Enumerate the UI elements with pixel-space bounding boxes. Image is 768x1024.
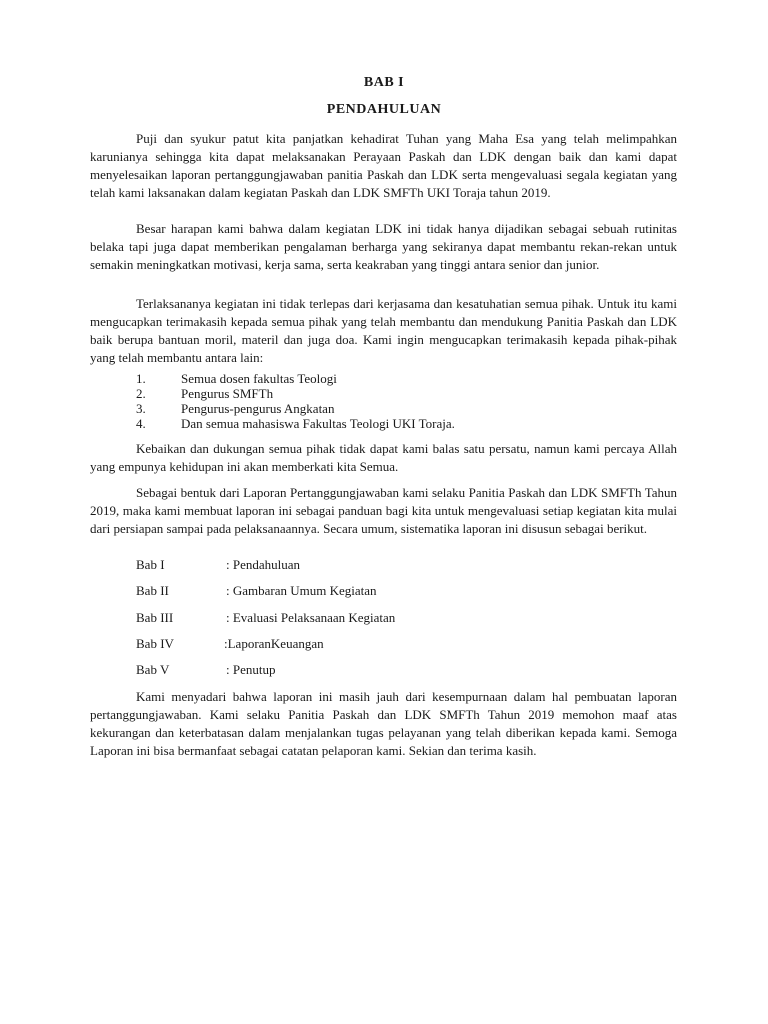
paragraph-expectation: Besar harapan kami bahwa dalam kegiatan LDK ini tidak hanya dijadikan sebagai sebuah rutinitas belaka tapi juga dapat memberikan pengalaman berharga yang sekiranya dapat membantu rekan-rekan untuk semakin meningkatkan motivasi, kerja sama, serta keakraban yang tinggi antara senior dan junior. — [90, 221, 677, 272]
list-number: 2. — [136, 386, 146, 401]
outline-title: : Evaluasi Pelaksanaan Kegiatan — [226, 610, 396, 625]
outline-title: : Penutup — [226, 662, 276, 677]
list-number: 1. — [136, 371, 146, 386]
outline-title: : Gambaran Umum Kegiatan — [226, 583, 377, 598]
outline-chapter: Bab I — [136, 557, 165, 572]
chapter-title: PENDAHULUAN — [326, 102, 442, 117]
list-text: Pengurus-pengurus Angkatan — [181, 401, 335, 416]
list-number: 3. — [136, 401, 146, 416]
outline-chapter: Bab II — [136, 583, 169, 598]
paragraph-opening: Puji dan syukur patut kita panjatkan kehadirat Tuhan yang Maha Esa yang telah melimpahkan karunianya sehingga kita dapat melaksanakan Perayaan Paskah dan LDK dengan baik dan kami dapat menyelesaikan laporan pertanggungjawaban panitia Paskah dan LDK serta mengevaluasi segala kegiatan yang telah kami laksanakan dalam kegiatan Paskah dan LDK SMFTh UKI Toraja tahun 2019. — [90, 131, 677, 200]
outline-chapter: Bab V — [136, 662, 170, 677]
paragraph-closing: Kami menyadari bahwa laporan ini masih jauh dari kesempurnaan dalam hal pembuatan laporan pertanggungjawaban. Kami selaku Panitia Paskah dan LDK SMFTh Tahun 2019 memohon maaf atas kekurangan dan keterbatasan dalam menjalankan tugas pelayanan yang telah diberikan kepada kami. Semoga Laporan ini bisa bermanfaat sebagai catatan pelaporan kami. Sekian dan terima kasih. — [90, 689, 677, 758]
chapter-number: BAB I — [363, 75, 405, 90]
outline-chapter: Bab IV — [136, 636, 174, 651]
outline-chapter: Bab III — [136, 610, 174, 625]
list-text: Pengurus SMFTh — [181, 386, 274, 401]
paragraph-thanks: Terlaksananya kegiatan ini tidak terlepas dari kerjasama dan kesatuhatian semua pihak. Untuk itu kami mengucapkan terimakasih kepada semua pihak yang telah membantu dan mendukung Panitia Paskah dan LDK baik berupa bantuan moril, materil dan juga doa. Kami ingin mengucapkan terimakasih kepada pihak-pihak yang telah membantu antara lain: — [90, 296, 677, 365]
list-text: Dan semua mahasiswa Fakultas Teologi UKI Toraja. — [181, 416, 455, 431]
list-number: 4. — [136, 416, 146, 431]
outline-title: : Pendahuluan — [226, 557, 301, 572]
outline-title: :LaporanKeuangan — [224, 636, 324, 651]
list-text: Semua dosen fakultas Teologi — [181, 371, 337, 386]
paragraph-kindness: Kebaikan dan dukungan semua pihak tidak dapat kami balas satu persatu, namun kami percaya Allah yang empunya kehidupan ini akan memberkati kita Semua. — [90, 441, 677, 474]
paragraph-structure: Sebagai bentuk dari Laporan Pertanggungjawaban kami selaku Panitia Paskah dan LDK SMFTh Tahun 2019, maka kami membuat laporan ini sebagai panduan bagi kita untuk mengevaluasi setiap kegiatan kita mulai dari persiapan sampai pada pelaksanaannya. Secara umum, sistematika laporan ini disusun sebagai berikut. — [90, 485, 677, 536]
